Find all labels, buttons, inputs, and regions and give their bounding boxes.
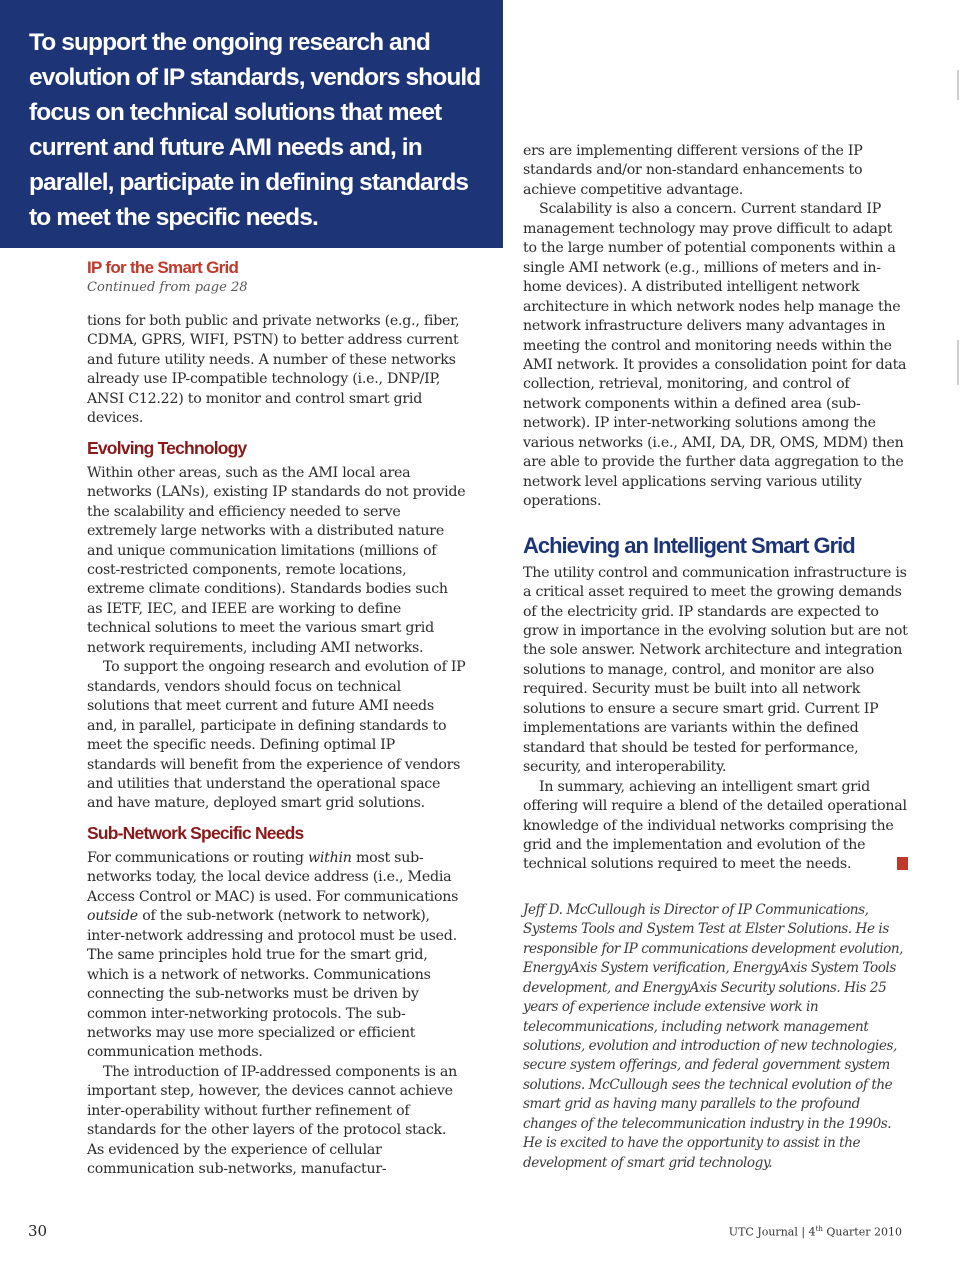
achieving-paragraph-1: The utility control and communication infrastructure is a critical asset required to meet the growing demands of the electricity grid. IP standards are expected to grow in importance in the evolving solution but are not the sole answer. Network architecture and integration solutions to manage, control, and monitor are also required. Security must be built into all network solutions to ensure a secure smart grid. Current IP implementations are variants within the defined standard that should be tested for performance, security, and interoperability. [523,564,908,776]
right-column [523,142,922,1173]
subnet-text-c: of the sub-network (network to network), inter-network addressing and protocol must be used. The same principles hold true for the smart grid, which is a network of networks. Communications connecting the sub-networks must be driven by common inter-networking protocols. The sub-networks may use more specialized or efficient communication methods. [87,908,457,1061]
left-column [87,258,467,1180]
subhead-sub-network-needs: Sub-Network Specific Needs [87,822,304,843]
page-edge-divider-top [957,70,959,100]
intro-paragraph: tions for both public and private networks (e.g., fiber, CDMA, GPRS, WIFI, PSTN) to better address current and future utility needs. A number of these networks already use IP-compatible technology (i.e., DNP/IP, ANSI C12.22) to monitor and control smart grid devices. [87,313,460,427]
subnet-paragraph-1 [87,849,467,1063]
subnet-text-b: most sub-networks today, the local device address (i.e., Media Access Control or MAC) is used. For communications [87,849,459,905]
achieving-paragraph-2 [523,778,922,875]
subnet-text-a: For communications or routing [87,849,308,866]
headline-intelligent-smart-grid: Achieving an Intelligent Smart Grid [523,532,855,558]
subhead-evolving-technology: Evolving Technology [87,437,247,458]
evolving-paragraph-1: Within other areas, such as the AMI local area networks (LANs), existing IP standards do not provide the scalability and efficiency needed to serve extremely large networks with a distributed nature and unique communication limitations (millions of cost-restricted components, remote locations, extreme climate conditions). Standards bodies such as IETF, IEC, and IEEE are working to define technical solutions to meet the various smart grid network requirements, including AMI networks. [87,464,466,656]
pull-quote-text: To support the ongoing research and evolution of IP standards, vendors should focus on technical solutions that meet current and future AMI needs and, in parallel, participate in defining standards to meet the specific needs. [29,29,481,231]
page-number: 30 [28,1222,48,1240]
section-label: IP for the Smart Grid [87,258,239,277]
subnet-emphasis-within: within [307,849,352,866]
journal-name: UTC Journal | 4 [728,1225,816,1239]
subnet-paragraph-2: The introduction of IP-addressed components is an important step, however, the devices cannot achieve inter-operability without further refinement of standards for the other layers of the protocol stack. As evidenced by the experience of cellular communication sub-networks, manufactur- [87,1063,458,1178]
page-edge-divider-bottom [957,340,959,385]
continued-note: Continued from page 28 [87,280,248,295]
subnet-emphasis-outside: outside [87,908,138,925]
pull-quote-box [0,0,503,248]
evolving-paragraph-2: To support the ongoing research and evolution of IP standards, vendors should focus on technical solutions that meet current and future AMI needs and, in parallel, participate in defining standards to meet the specific needs. Defining optimal IP standards will benefit from the experience of vendors and utilities that understand the operational space and have mature, deployed smart grid solutions. [87,659,466,812]
journal-footer [729,1225,902,1239]
author-bio: Jeff D. McCullough is Director of IP Communications, Systems Tools and System Test at Elster Solutions. He is responsible for IP communications development evolution, EnergyAxis System verification, EnergyAxis System Tools development, and EnergyAxis Security solutions. His 25 years of experience include extensive work in telecommunications, including network management solutions, evolution and introduction of new technologies, secure system offerings, and federal government system solutions. McCullough sees the technical evolution of the smart grid as having many parallels to the profound changes of the telecommunication industry in the 1990s. He is excited to have the opportunity to assist in the development of smart grid technology. [523,901,904,1171]
continued-paragraph-1: ers are implementing different versions of the IP standards and/or non-standard enhancements to achieve competitive advantage. [523,143,863,198]
scalability-paragraph: Scalability is also a concern. Current standard IP management technology may prove difficult to adapt to the large number of potential components within a single AMI network (e.g., millions of meters and in-home devices). A distributed intelligent network architecture in which network nodes help manage the network infrastructure delivers many advantages in meeting the control and monitoring needs within the AMI network. It provides a consolidation point for data collection, retrieval, monitoring, and control of network components within a defined area (sub-network). IP inter-networking solutions among the various networks (i.e., AMI, DA, DR, OMS, MDM) then are able to provide the further data aggregation to the network level applications serving various utility operations. [523,201,907,510]
journal-ordinal: th [815,1225,823,1233]
summary-text: In summary, achieving an intelligent smart grid offering will require a blend of the detailed operational knowledge of the individual networks comprising the grid and the implementation and evolution of the technical solutions required to meet the needs. [523,778,907,873]
journal-quarter: Quarter 2010 [822,1225,902,1239]
end-of-article-icon: + [897,857,908,870]
